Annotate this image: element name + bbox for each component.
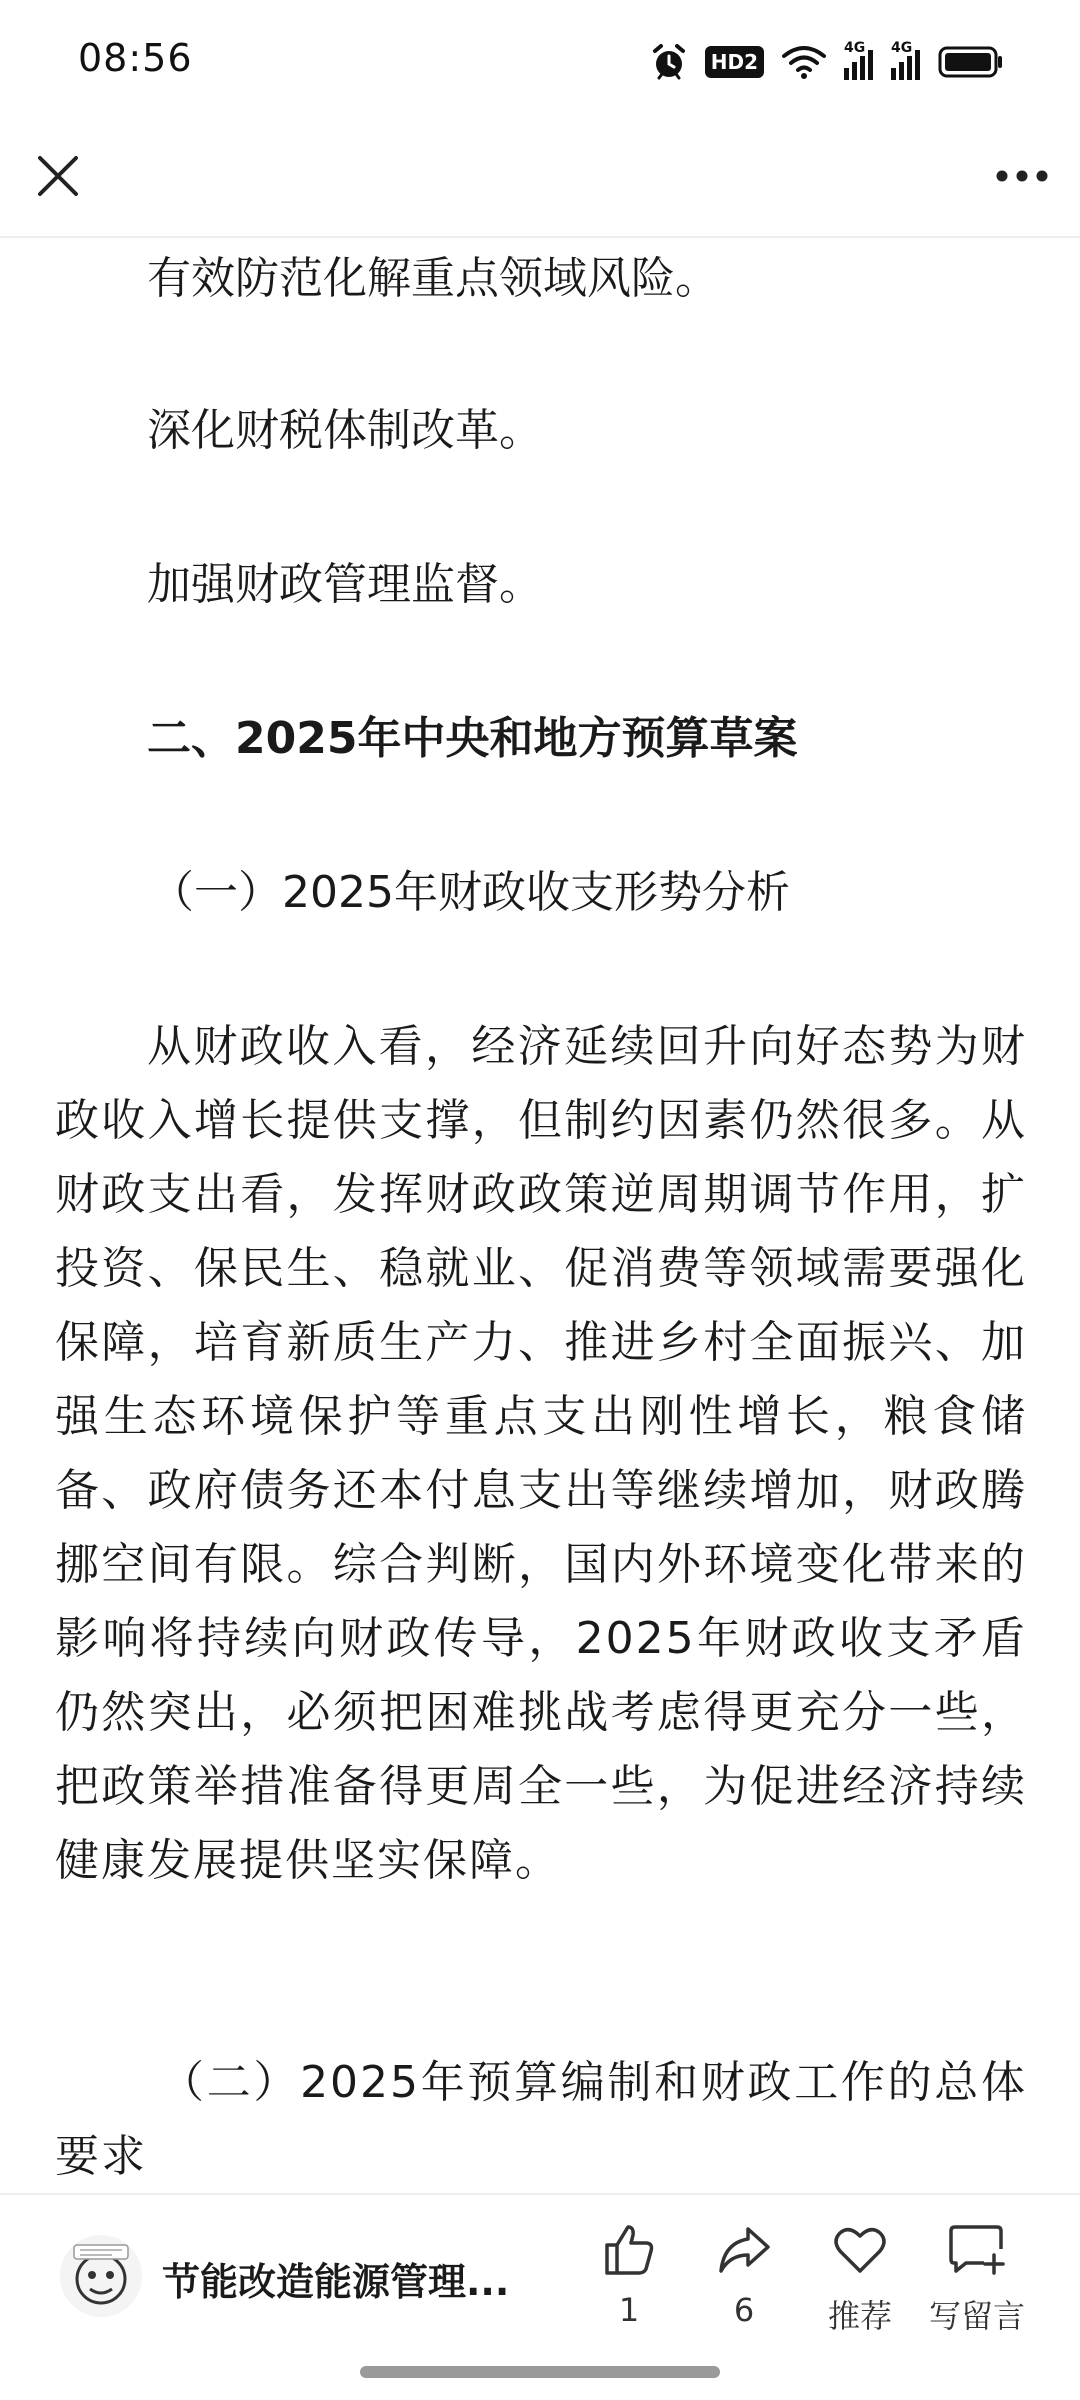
status-bar [0, 0, 1080, 120]
share-icon [716, 2223, 772, 2277]
avatar[interactable] [60, 2235, 142, 2317]
comment-label: 写留言 [928, 2297, 1025, 2335]
subsection-heading: （二）2025年预算编制和财政工作的总体要求 [55, 2057, 1027, 2182]
section-heading: 二、2025年中央和地方预算草案 [147, 713, 798, 764]
status-icons [651, 42, 1004, 82]
signal-4g-icon: 4G [891, 44, 920, 80]
battery-icon [938, 45, 1004, 79]
close-button[interactable] [26, 144, 90, 208]
more-icon [995, 169, 1049, 183]
alarm-icon [651, 43, 687, 81]
recommend-label: 推荐 [827, 2297, 892, 2335]
comment-icon [948, 2223, 1006, 2277]
home-indicator[interactable] [360, 2366, 720, 2378]
like-count: 1 [618, 2291, 640, 2329]
thumb-up-icon [601, 2223, 657, 2277]
comment-button[interactable] [922, 2223, 1032, 2333]
article-paragraph: 深化财税体制改革。 [147, 405, 543, 456]
status-time: 08:56 [78, 36, 193, 80]
signal-4g-icon: 4G [844, 44, 873, 80]
recommend-button[interactable] [805, 2223, 915, 2333]
article-content [0, 238, 1080, 2193]
close-icon [36, 154, 80, 198]
wifi-icon [782, 44, 826, 80]
like-button[interactable] [574, 2223, 684, 2333]
article-paragraph: 有效防范化解重点领域风险。 [147, 253, 719, 304]
subsection-heading: （一）2025年财政收支形势分析 [150, 867, 790, 918]
account-name[interactable]: 节能改造能源管理... [162, 2260, 510, 2304]
share-count: 6 [733, 2291, 755, 2329]
heart-icon [832, 2223, 888, 2277]
share-button[interactable] [689, 2223, 799, 2333]
bottom-bar [0, 2193, 1080, 2355]
hd-icon: HD2 [705, 46, 764, 78]
top-nav [0, 120, 1080, 238]
article-paragraph: 从财政收入看，经济延续回升向好态势为财政收入增长提供支撑，但制约因素仍然很多。从财政支出看，发挥财政政策逆周期调节作用，扩投资、保民生、稳就业、促消费等领域需要强化保障，培育新质生产力、推进乡村全面振兴、加强生态环境保护等重点支出刚性增长，粮食储备、政府债务还本付息支出等继续增加，财政腾挪空间有限。综合判断，国内外环境变化带来的影响将持续向财政传导，2025年财政收支矛盾仍然突出，必须把困难挑战考虑得更充分一些，把政策举措准备得更周全一些，为促进经济持续健康发展提供坚实保障。 [55, 1021, 1027, 1886]
more-button[interactable] [990, 144, 1054, 208]
article-paragraph: 加强财政管理监督。 [147, 559, 543, 610]
